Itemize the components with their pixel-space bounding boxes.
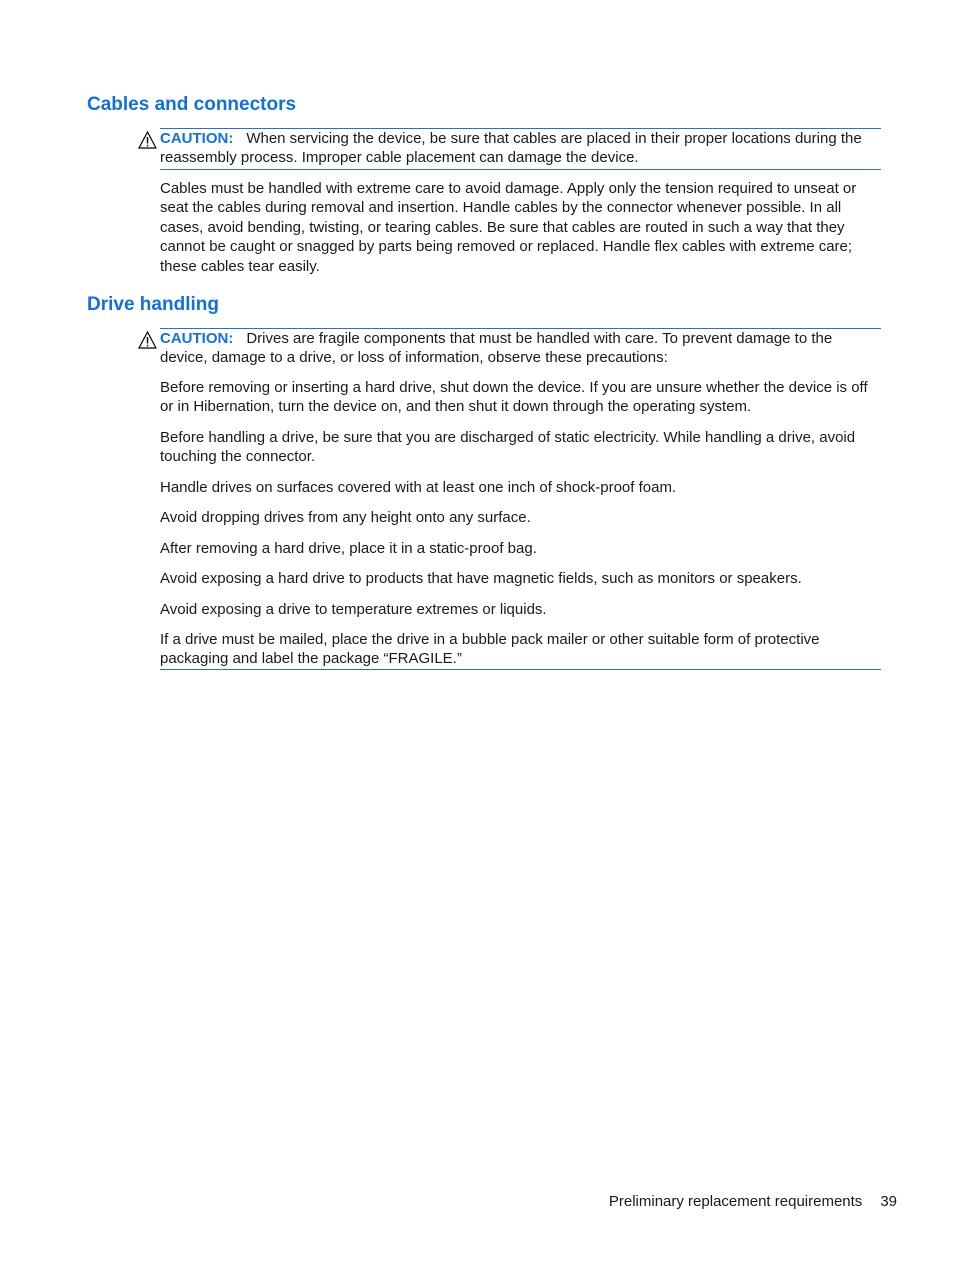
caution-text: Drives are fragile components that must be handled with care. To prevent damage to the device, damage to a drive, or loss of information, observe these precautions:	[160, 330, 833, 367]
page-number: 39	[880, 1193, 897, 1210]
precaution-paragraph: Handle drives on surfaces covered with at least one inch of shock-proof foam.	[160, 479, 677, 496]
precaution-paragraph: Avoid dropping drives from any height onto any surface.	[160, 509, 531, 526]
caution-bottom-rule	[160, 169, 881, 170]
caution-label: CAUTION:	[160, 330, 234, 347]
body-paragraph: Cables must be handled with extreme care to avoid damage. Apply only the tension required to unseat or seat the cables during removal and insertion. Handle cables by the connector whenever possible. In all cases, avoid bending, twisting, or tearing cables. Be sure that cables are routed in such a way that they cannot be caught or snagged by parts being removed or replaced. Handle flex cables with extreme care; these cables tear easily.	[160, 180, 857, 275]
precaution-paragraph: After removing a hard drive, place it in a static-proof bag.	[160, 540, 537, 557]
section-heading-cables: Cables and connectors	[87, 94, 297, 115]
caution-text: When servicing the device, be sure that cables are placed in their proper locations during the reassembly process. Improper cable placement can damage the device.	[160, 130, 862, 167]
precaution-paragraph: Avoid exposing a hard drive to products that have magnetic fields, such as monitors or speakers.	[160, 570, 802, 587]
precaution-paragraph: Before removing or inserting a hard drive, shut down the device. If you are unsure whether the device is off or in Hibernation, turn the device on, and then shut it down through the operating system.	[160, 379, 868, 416]
caution-triangle-icon	[138, 131, 157, 149]
precaution-paragraph: Avoid exposing a drive to temperature extremes or liquids.	[160, 601, 547, 618]
caution-bottom-rule	[160, 669, 881, 670]
precaution-paragraph: Before handling a drive, be sure that you are discharged of static electricity. While handling a drive, avoid touching the connector.	[160, 429, 856, 466]
caution-label: CAUTION:	[160, 130, 234, 147]
section-heading-drive-handling: Drive handling	[87, 294, 219, 315]
footer-title: Preliminary replacement requirements	[608, 1193, 863, 1210]
caution-callout	[160, 129, 881, 168]
caution-callout	[160, 329, 881, 368]
caution-triangle-icon	[138, 331, 157, 349]
page-footer	[560, 1192, 897, 1211]
precaution-paragraph: If a drive must be mailed, place the drive in a bubble pack mailer or other suitable form of protective packaging and label the package “FRAGILE.”	[160, 631, 820, 668]
